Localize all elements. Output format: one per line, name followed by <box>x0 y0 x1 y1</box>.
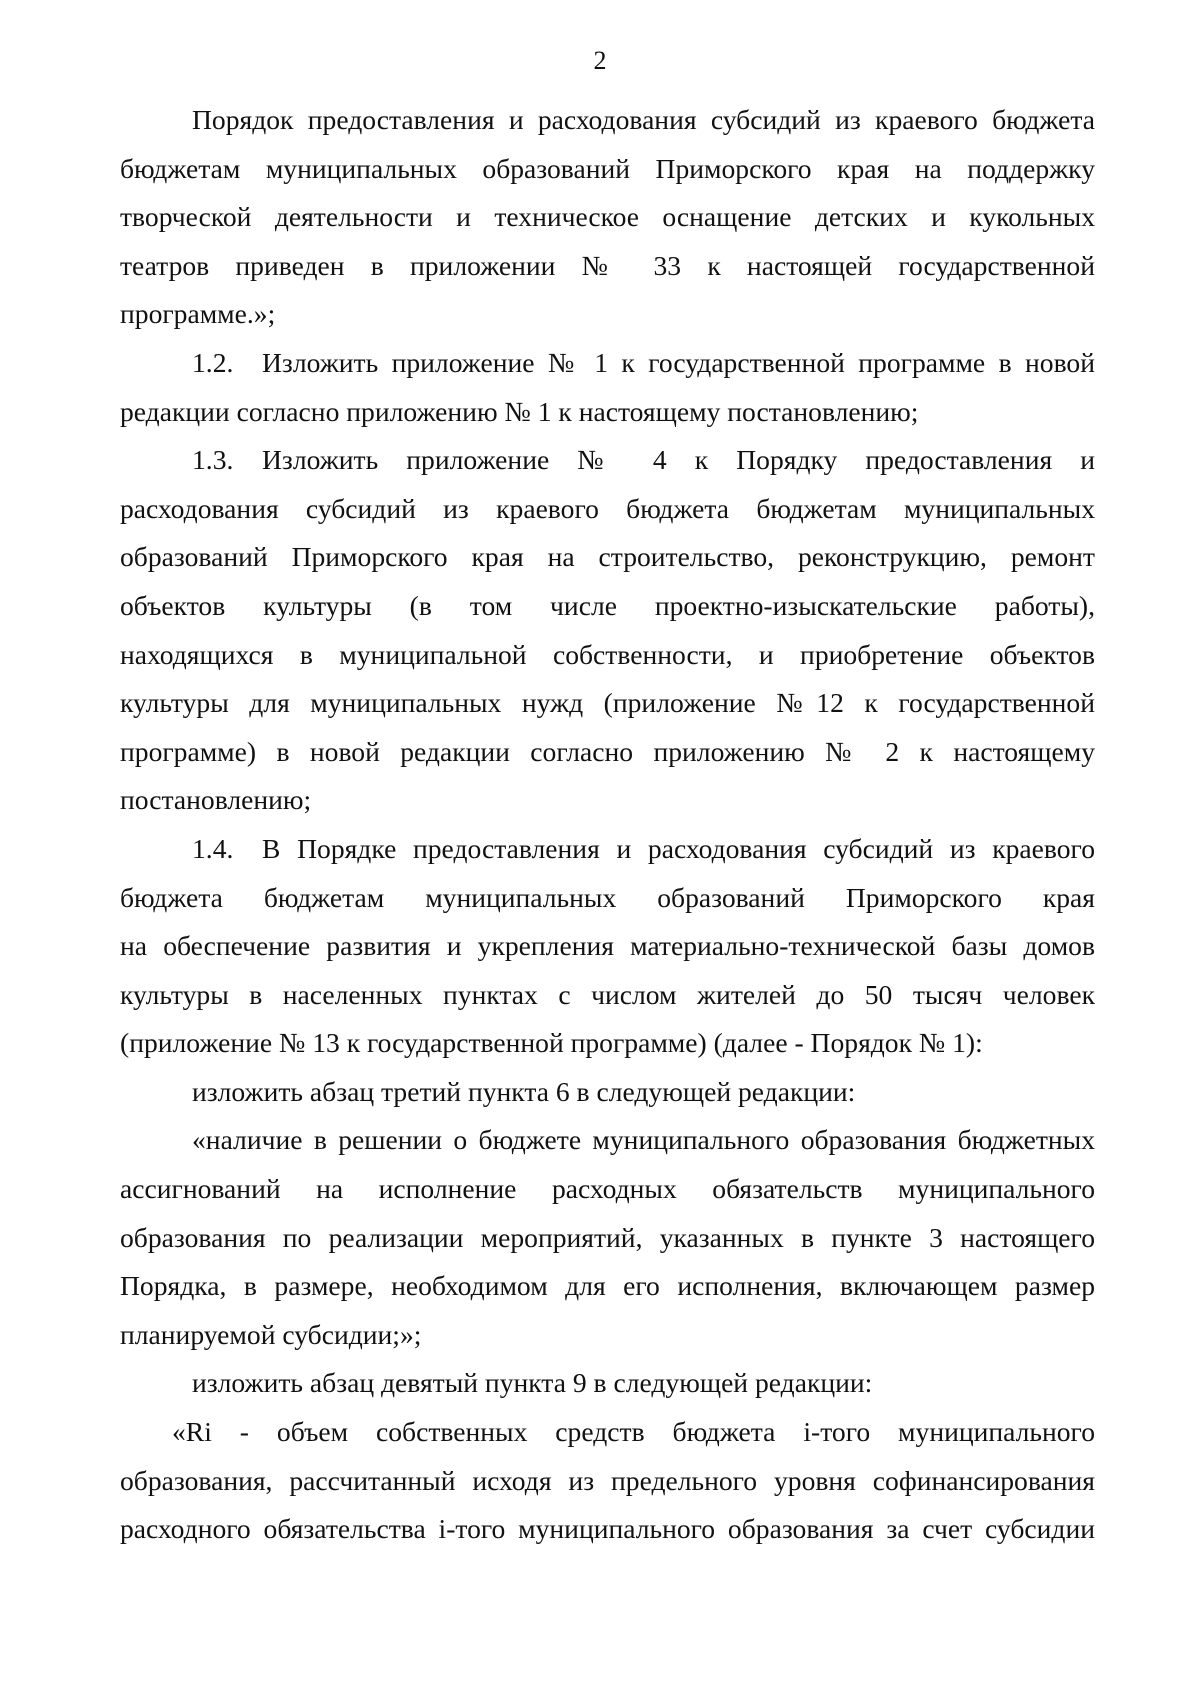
text-line: (приложение № 13 к государственной программе) (далее - Порядок № 1): <box>120 1027 983 1059</box>
item-number: 1.4. <box>192 832 234 864</box>
text-line: образований Приморского края на строительство, реконструкцию, ремонт <box>120 541 1095 573</box>
numbered-item-1-2 <box>120 339 1095 388</box>
text-line: культуры для муниципальных нужд (приложение №12 к государственной <box>120 687 1095 719</box>
text-line: Порядок предоставления и расходования субсидий из краевого бюджета <box>192 104 1095 135</box>
text-line: культуры в населенных пунктах с числом жителей до 50 тысяч человек <box>120 978 1095 1010</box>
item-number: 1.3. <box>192 444 234 476</box>
numbered-item-1-4 <box>120 825 1095 874</box>
text-line: «Ri - объем собственных средств бюджета i-того муниципального <box>172 1416 1095 1448</box>
item-text: Изложить приложение № 4 к Порядку предоставления и <box>262 444 1095 476</box>
text-line: творческой деятельности и техническое оснащение детских и кукольных <box>120 201 1095 233</box>
text-line: находящихся в муниципальной собственности, и приобретение объектов <box>120 638 1095 670</box>
text-line: бюджетам муниципальных образований Приморского края на поддержку <box>120 152 1095 184</box>
text-line: бюджета бюджетам муниципальных образований Приморского края <box>120 881 1095 913</box>
text-line: «наличие в решении о бюджете муниципального образования бюджетных <box>192 1124 1095 1156</box>
text-line: редакции согласно приложению № 1 к настоящему постановлению; <box>120 395 919 427</box>
item-number: 1.2. <box>192 346 234 378</box>
text-line: расходования субсидий из краевого бюджета бюджетам муниципальных <box>120 492 1095 524</box>
text-line: образования по реализации мероприятий, указанных в пункте 3 настоящего <box>120 1221 1095 1253</box>
text-line: планируемой субсидии;»; <box>120 1318 422 1350</box>
text-line: расходного обязательства i-того муниципального образования за счет субсидии <box>120 1513 1095 1545</box>
text-line: постановлению; <box>120 784 312 816</box>
numbered-item-1-3 <box>120 436 1095 485</box>
text-line: образования, рассчитанный исходя из предельного уровня софинансирования <box>120 1464 1095 1496</box>
item-text: В Порядке предоставления и расходования субсидий из краевого <box>262 832 1095 864</box>
page-number: 2 <box>593 46 607 75</box>
text-line: изложить абзац девятый пункта 9 в следующей редакции: <box>192 1367 873 1399</box>
text-line: ассигнований на исполнение расходных обязательств муниципального <box>120 1173 1095 1205</box>
document-body <box>120 96 1095 1554</box>
text-line: театров приведен в приложении № 33 к настоящей государственной <box>120 249 1095 281</box>
text-line: изложить абзац третий пункта 6 в следующей редакции: <box>192 1075 856 1107</box>
text-line: на обеспечение развития и укрепления материально-технической базы домов <box>120 930 1095 962</box>
text-line: объектов культуры (в том числе проектно-изыскательские работы), <box>120 589 1095 621</box>
text-line: Порядка, в размере, необходимом для его исполнения, включающем размер <box>120 1270 1095 1302</box>
text-line: программе.»; <box>120 298 276 330</box>
text-line: программе) в новой редакции согласно приложению № 2 к настоящему <box>120 735 1095 767</box>
item-text: Изложить приложение № 1 к государственной программе в новой <box>262 346 1095 378</box>
